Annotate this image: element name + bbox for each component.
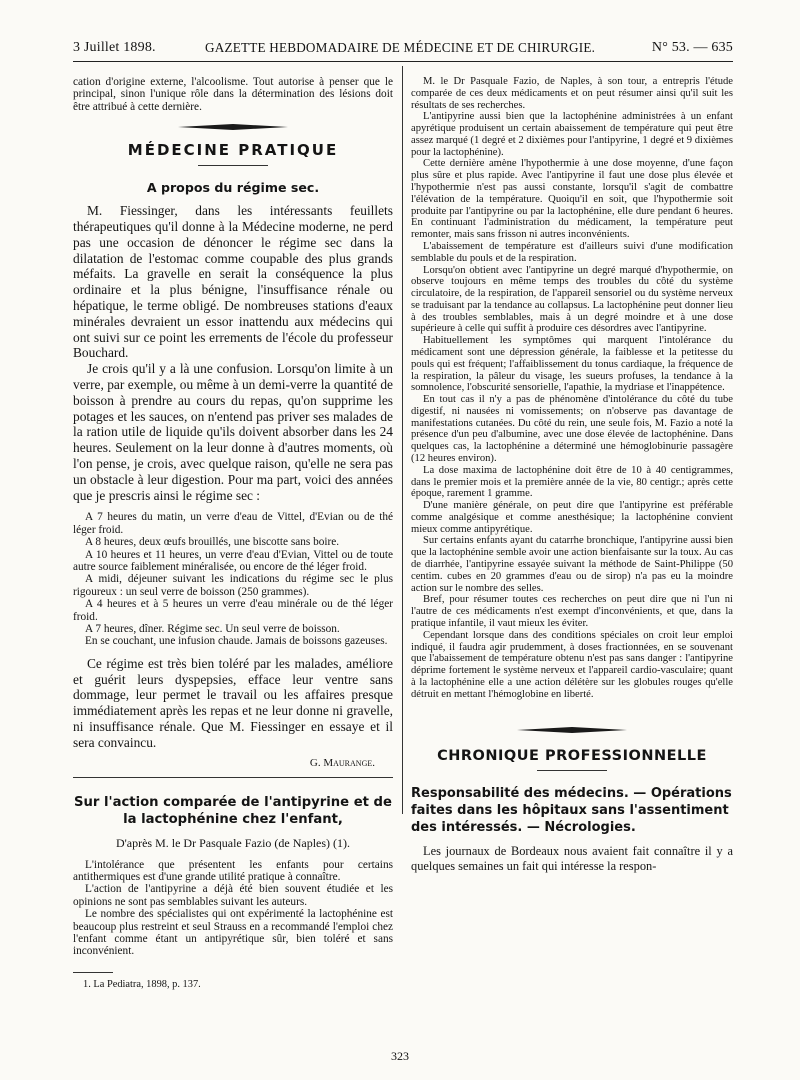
column-divider (402, 66, 403, 814)
schedule-item: A 10 heures et 11 heures, un verre d'eau d'Evian, Vittel ou de toute autre source faiblement minéralisée, ou encore de thé léger froid. (73, 548, 393, 573)
paragraph: Lorsqu'on obtient avec l'antipyrine un degré marqué d'hypothermie, on observe toujours en même temps des troubles du côté du système circulatoire, de la respiration, de l'appareil sensoriel ou du système nerveux se traduisant par la tendance au collapsus. La lactophénine peut donner lieu à des troubles semblables, mais à un degré moindre et à une dose supérieure à celle qui suffit à produire ces désordres avec l'antipyrine. (411, 264, 733, 335)
header-rule (73, 61, 733, 62)
article-continuation (411, 76, 733, 700)
schedule-item: A 4 heures et à 5 heures un verre d'eau minérale ou de thé léger froid. (73, 598, 393, 623)
chronique-title: CHRONIQUE PROFESSIONNELLE (437, 748, 707, 765)
section-rule (198, 165, 268, 166)
paragraph: L'abaissement de température est d'ailleurs suivi d'une modification semblable du pouls et de la respiration. (411, 240, 733, 264)
chronique-subtitle: Responsabilité des médecins. — Opérations faites dans les hôpitaux sans l'assentiment des intéressés. — Nécrologies. (411, 786, 732, 836)
intro-paragraph: cation d'origine externe, l'alcoolisme. Tout autorise à penser que le principal, sinon l'unique rôle dans la détermination des lésions doit être attribué à cette dernière. (73, 76, 393, 113)
chronique-paragraph: Les journaux de Bordeaux nous avaient fait connaître il y a quelques semaines un fait qui intéresse la respon- (411, 844, 733, 874)
paragraph: L'intolérance que présentent les enfants pour certains antithermiques est d'une grande utilité pratique à connaître. (73, 858, 393, 884)
ornament-divider (517, 726, 627, 734)
paragraph: Bref, pour résumer toutes ces recherches on peut dire que ni l'un ni l'autre de ces médicaments n'est exempt d'inconvénients, et que, dans la pratique infantile, il vaut mieux les éviter. (411, 594, 733, 629)
running-header (73, 38, 733, 60)
paragraph: Habituellement les symptômes qui marquent l'intolérance du médicament sont une dépression générale, la faiblesse et la petitesse du pouls qui est fréquent; l'affaiblissement du tonus cardiaque, la fréquence de la respiration, la pâleur du visage, les sueurs profuses, la tendance à la somnolence, l'obscurité sensorielle, l'apathie, la mydriase et l'inappétence. (411, 335, 733, 394)
paragraph: Sur certains enfants ayant du catarrhe bronchique, l'antipyrine aussi bien que la lactophénine semble avoir une action bienfaisante sur la toux. Au cas de diarrhée, l'antipyrine essayée suivant la méthode de Saint-Philippe (50 centim. cubes en 20 grammes d'eau ou de sirop) n'a pas eu la moindre action sur le nombre des selles. (411, 535, 733, 594)
schedule-item: A 8 heures, deux œufs brouillés, une biscotte sans boire. (85, 536, 340, 549)
schedule-item: A midi, déjeuner suivant les indications du régime sec le plus rigoureux : un seul verre de boisson (250 grammes). (73, 573, 393, 598)
chronique-rule (537, 770, 607, 771)
paragraph: L'action de l'antipyrine a déjà été bien souvent étudiée et les opinions ne sont pas semblables suivant les auteurs. (73, 883, 393, 908)
header-date: 3 Juillet 1898. (73, 40, 156, 55)
paragraph: M. Fiessinger, dans les intéressants feuillets thérapeutiques qu'il donne à la Médecine moderne, ne perd pas une occasion de dénoncer le régime sec dans la dilatation de l'estomac comme coupable des plus grands méfaits. La gravelle en serait la conséquence la plus ordinaire et la plus bénigne, l'insuffisance rénale ou hépatique, le terme obligé. De nombreuses stations d'eaux minérales devraient un essor inattendu aux médecins qui ont suivi sur ce point les errements de l'école du professeur Bouchard. (73, 203, 393, 361)
article-separator (73, 777, 393, 778)
schedule-item: En se couchant, une infusion chaude. Jamais de boissons gazeuses. (85, 635, 388, 648)
footnote-rule (73, 972, 113, 973)
paragraph: Je crois qu'il y a là une confusion. Lorsqu'on limite à un verre, par exemple, ou même à un demi-verre la quantité de boisson à prendre au cours du repas, qu'on supprime les potages et les sauces, on n'entend pas priver ses malades de la ration utile de liquide qu'ils doivent absorber dans les 24 heures. Seulement on la leur donne à d'autres moments, où l'on pense, je crois, avec quelque raison, qu'elle ne sera pas un obstacle à leur digestion. Pour ma part, voici des années que je prescris ainsi le régime sec : (73, 361, 393, 503)
footnote: 1. La Pediatra, 1898, p. 137. (83, 978, 201, 990)
ornament-divider (178, 123, 288, 131)
closing-paragraph: Ce régime est très bien toléré par les malades, améliore et guérit leurs dyspepsies, efface leur ventre sans dommage, leur permet le travail ou les affaires presque immédiatement après les repas et ne leur donne ni gravelle, ni insuffisance rénale. Que M. Fiessinger en essaye et il sera convaincu. (73, 655, 393, 750)
paragraph: M. le Dr Pasquale Fazio, de Naples, à son tour, a entrepris l'étude comparée de ces deux médicaments et on peut résumer ainsi qu'il suit les résultats de ses recherches. (411, 76, 733, 111)
paragraph: Cette dernière amène l'hypothermie à une dose moyenne, d'une façon plus sûre et plus rapide. Avec l'antipyrine il faut une dose plus élevée et l'hypothermie n'est pas aussi constante, lorsqu'il s'agit de combattre l'élévation de la température. Quoiqu'il en soit, que l'hypothermie soit produite par l'antipyrine ou par la lactophénine, elle dure pendant 6 heures. En continuant l'administration du médicament, la température peut remonter, mais sans frisson ni autres inconvénients. (411, 158, 733, 241)
paragraph: D'une manière générale, on peut dire que l'antipyrine est préférable comme analgésique et comme anesthésique; la lactophénine convient mieux comme antipyrétique. (411, 500, 733, 535)
paragraph: En tout cas il n'y a pas de phénomène d'intolérance du côté du tube digestif, ni nausées ni vomissements; on n'observe pas davantage de manifestations cutanées. Du côté du rein, une seule fois, M. Fazio a noté la présence d'un peu d'albumine, avec une dose élevée de lactophénine. Dans quelques cas, la lactophénine a déterminé une hémoglobinurie passagère (12 heures environ). (411, 394, 733, 464)
header-issue-number: N° 53. — 635 (651, 40, 733, 55)
article-body-regime-sec (73, 203, 393, 503)
left-column (73, 76, 393, 1036)
paragraph: La dose maxima de lactophénine doit être de 10 à 40 centigrammes, dans le premier mois et la première année de la vie, 80 centigr.; après cette époque, rarement 1 gramme. (411, 464, 733, 500)
schedule-list (73, 511, 393, 647)
section-title: MÉDECINE PRATIQUE (127, 141, 339, 160)
schedule-item: A 7 heures du matin, un verre d'eau de Vittel, d'Evian ou de thé léger froid. (73, 511, 393, 536)
article-title-antipyrine: Sur l'action comparée de l'antipyrine et de la lactophénine chez l'enfant, (74, 794, 392, 827)
article-body-antipyrine (73, 859, 393, 958)
page-number: 323 (391, 1049, 409, 1063)
signature: G. Maurange. (309, 756, 375, 769)
header-journal-title: GAZETTE HEBDOMADAIRE DE MÉDECINE ET DE CHIRURGIE. (205, 40, 596, 55)
paragraph: L'antipyrine aussi bien que la lactophénine administrées à un enfant apyrétique produisent un certain abaissement de température qui peut être assez marqué (1 degré et 2 dixièmes pour l'antipyrine, 1 degré et 9 dixièmes pour la lactophénine). (411, 111, 733, 158)
paragraph: Cependant lorsque dans des conditions spéciales on croit leur emploi indiqué, il faudra agir prudemment, à doses fractionnées, en se souvenant que l'abaissement de température obtenu n'est pas sans danger : l'antipyrine déprime fortement le système nerveux et l'appareil cardio-vasculaire; quant à la lactophénine elle a une action délétère sur les globules rouges qu'elle détruit en mettant l'hémoglobine en liberté. (411, 629, 733, 700)
article-byline: D'après M. le Dr Pasquale Fazio (de Naples) (1). (115, 835, 351, 850)
article-title-regime-sec: A propos du régime sec. (146, 180, 320, 196)
right-column (411, 76, 733, 1024)
paragraph: Le nombre des spécialistes qui ont expérimenté la lactophénine est beaucoup plus restreint et seul Strauss en a recommandé l'emploi chez l'enfant comme étant un antipyrétique sûr, bien toléré et sans inconvénient. (73, 908, 393, 958)
schedule-item: A 7 heures, dîner. Régime sec. Un seul verre de boisson. (85, 623, 340, 636)
